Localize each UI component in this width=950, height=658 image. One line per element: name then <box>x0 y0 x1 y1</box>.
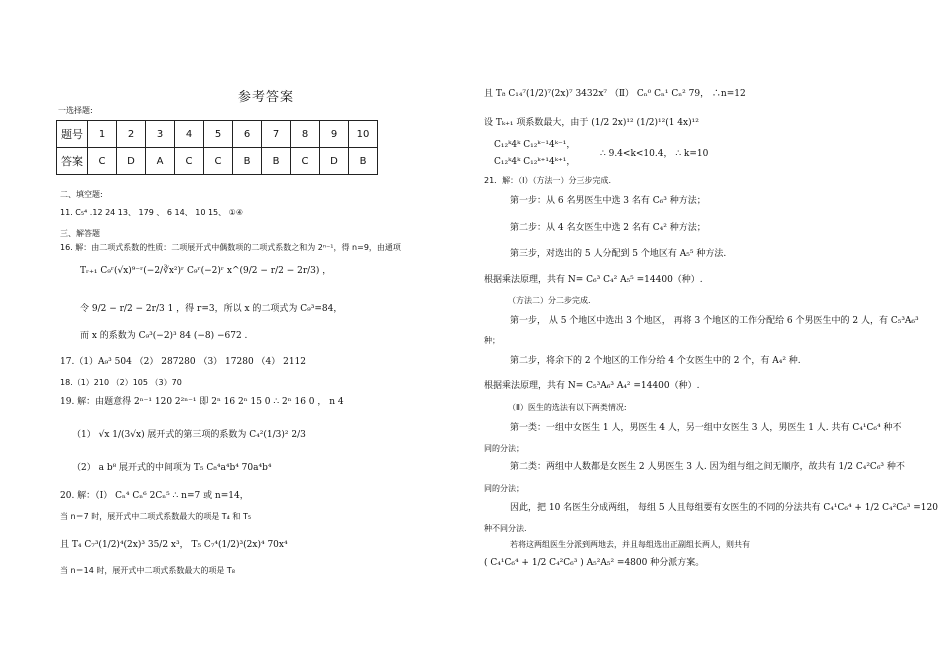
q21-m2-step-1: 第一步， 从 5 个地区中选出 3 个地区， 再将 3 个地区的工作分配给 6 个男医生中的 2 人，有 C₅³A₆³ <box>510 316 919 326</box>
k-result: ∴ 9.4<k<10.4， ∴ k=10 <box>600 149 709 159</box>
table-row <box>57 148 378 175</box>
q21-final: ( C₄¹C₆⁴ + 1/2 C₄²C₆³ ) A₅²A₅² =4800 种分派方案。 <box>484 558 705 568</box>
q20-line-1: 20. 解：（Ⅰ） Cₙ⁴ Cₙ⁶ 2Cₙ⁵ ∴ n=7 或 n=14， <box>60 491 249 501</box>
q21-total-tail: 种不同分法. <box>484 524 527 533</box>
row-header: 题号 <box>57 121 88 148</box>
table-cell: C <box>291 148 320 175</box>
table-cell: C <box>204 148 233 175</box>
q16-line-3: 令 9/2 − r/2 − 2r/3 1 ，得 r=3，所以 x 的二项式为 C₉³=84， <box>80 304 343 314</box>
q20-continued: 且 T₈ C₁₄⁷(1/2)⁷(2x)⁷ 3432x⁷ （Ⅱ） Cₙ⁰ Cₙ¹ Cₙ² 79， ∴n=12 <box>484 89 746 99</box>
table-cell: 7 <box>262 121 291 148</box>
table-cell: B <box>349 148 378 175</box>
q21-case-2: 第二类：两组中人数都是女医生 2 人男医生 3 人. 因为组与组之间无顺序，故共有 1/2 C₄²C₆³ 种不 <box>510 462 905 472</box>
q21-result-2: 根据乘法原理，共有 N= C₅³A₆³ A₄² =14400（种）. <box>484 381 700 391</box>
q21-case-1-tail: 同的分法； <box>484 444 524 453</box>
q21-m2-step-1-tail: 种； <box>484 336 500 345</box>
q19-line-1: 19. 解：由题意得 2ⁿ⁻¹ 120 2²ⁿ⁻¹ 即 2ⁿ 16 2ⁿ 15 0 ∴ 2ⁿ 16 0 ， n 4 <box>60 397 344 407</box>
q19-line-2: （1） √x 1/(3√x) 展开式的第三项的系数为 C₄²(1/3)² 2/3 <box>72 430 306 440</box>
q21-total: 因此，把 10 名医生分成两组， 每组 5 人且每组要有女医生的不同的分法共有 C₄¹C₆⁴ + 1/2 C₄²C₆³ =120 <box>510 503 938 513</box>
q16-line-1: 16. 解：由二项式系数的性质：二项展开式中偶数项的二项式系数之和为 2ⁿ⁻¹，得 n=9，由通项 <box>60 243 401 252</box>
q21-assign: 若将这两组医生分派到两地去，并且每组选出正副组长两人，则共有 <box>510 540 750 549</box>
q20-line-4: 当 n＝14 时，展开式中二项式系数最大的项是 T₈ <box>60 566 235 575</box>
q18-answer: 18.（1）210 （2）105 （3）70 <box>60 378 182 387</box>
table-cell: 3 <box>146 121 175 148</box>
table-cell: 5 <box>204 121 233 148</box>
q20-line-3: 且 T₄ C₇³(1/2)⁴(2x)³ 35/2 x³， T₅ C₇⁴(1/2)³(2x)⁴ 70x⁴ <box>60 540 288 550</box>
q17-answer: 17.（1）A₉³ 504 （2） 287280 （3） 17280 （4） 2112 <box>60 357 307 367</box>
table-cell: 2 <box>117 121 146 148</box>
table-cell: A <box>146 148 175 175</box>
coefficient-setup: 设 Tₖ₊₁ 项系数最大，由于 (1/2 2x)¹² (1/2)¹²(1 4x)¹² <box>484 118 699 128</box>
table-cell: 6 <box>233 121 262 148</box>
q21-step-2: 第二步：从 4 名女医生中选 2 名有 C₄² 种方法； <box>510 223 706 233</box>
table-cell: 8 <box>291 121 320 148</box>
section-choice-heading: 一选择题: <box>58 106 93 115</box>
table-cell: D <box>320 148 349 175</box>
table-row <box>57 121 378 148</box>
inequality-2: C₁₂ᵏ4ᵏ C₁₂ᵏ⁺¹4ᵏ⁺¹， <box>494 157 576 167</box>
table-cell: C <box>175 148 204 175</box>
q21-heading: 21．解：（Ⅰ）（方法一）分三步完成. <box>484 176 612 185</box>
q19-line-3: （2） a b⁸ 展开式的中间项为 T₅ C₈⁴a⁴b⁴ 70a⁴b⁴ <box>72 463 272 473</box>
q21-case-1: 第一类：一组中女医生 1 人，男医生 4 人，另一组中女医生 3 人，男医生 1 人. 共有 C₄¹C₆⁴ 种不 <box>510 423 902 433</box>
table-cell: D <box>117 148 146 175</box>
table-cell: 9 <box>320 121 349 148</box>
table-cell: 10 <box>349 121 378 148</box>
section-fill-heading: 二、填空题: <box>60 190 103 199</box>
q16-line-2: Tᵣ₊₁ C₉ʳ(√x)⁹⁻ʳ(−2/∛x²)ʳ C₉ʳ(−2)ʳ x^(9/2 − r/2 − 2r/3) ， <box>80 266 332 276</box>
table-cell: B <box>262 148 291 175</box>
page-title: 参考答案 <box>238 90 295 105</box>
q20-line-2: 当 n＝7 时，展开式中二项式系数最大的项是 T₄ 和 T₅ <box>60 512 252 521</box>
answer-table <box>56 120 378 175</box>
q21-step-1: 第一步：从 6 名男医生中选 3 名有 C₆³ 种方法； <box>510 196 706 206</box>
table-cell: B <box>233 148 262 175</box>
q21-m2-step-2: 第二步，将余下的 2 个地区的工作分给 4 个女医生中的 2 个，有 A₄² 种. <box>510 356 801 366</box>
table-cell: 4 <box>175 121 204 148</box>
q21-case-2-tail: 同的分法； <box>484 484 524 493</box>
table-cell: 1 <box>88 121 117 148</box>
row-header: 答案 <box>57 148 88 175</box>
q21-step-3: 第三步，对选出的 5 人分配到 5 个地区有 A₅⁵ 种方法. <box>510 249 727 259</box>
q16-line-4: 而 x 的系数为 C₉³(−2)³ 84 (−8) −672 . <box>80 331 248 341</box>
q21-part-2-heading: （Ⅱ）医生的选法有以下两类情况: <box>508 403 627 412</box>
q21-result-1: 根据乘法原理，共有 N= C₆³ C₄² A₅⁵ =14400（种）. <box>484 275 703 285</box>
table-cell: C <box>88 148 117 175</box>
fill-answers: 11. C₅⁴ .12 24 13、 179 、 6 14、 10 15、 ①④ <box>60 208 244 217</box>
q21-method-2: （方法二）分二步完成. <box>508 296 591 305</box>
inequality-1: C₁₂ᵏ4ᵏ C₁₂ᵏ⁻¹4ᵏ⁻¹， <box>494 140 576 150</box>
section-solve-heading: 三、解答题 <box>60 229 100 238</box>
